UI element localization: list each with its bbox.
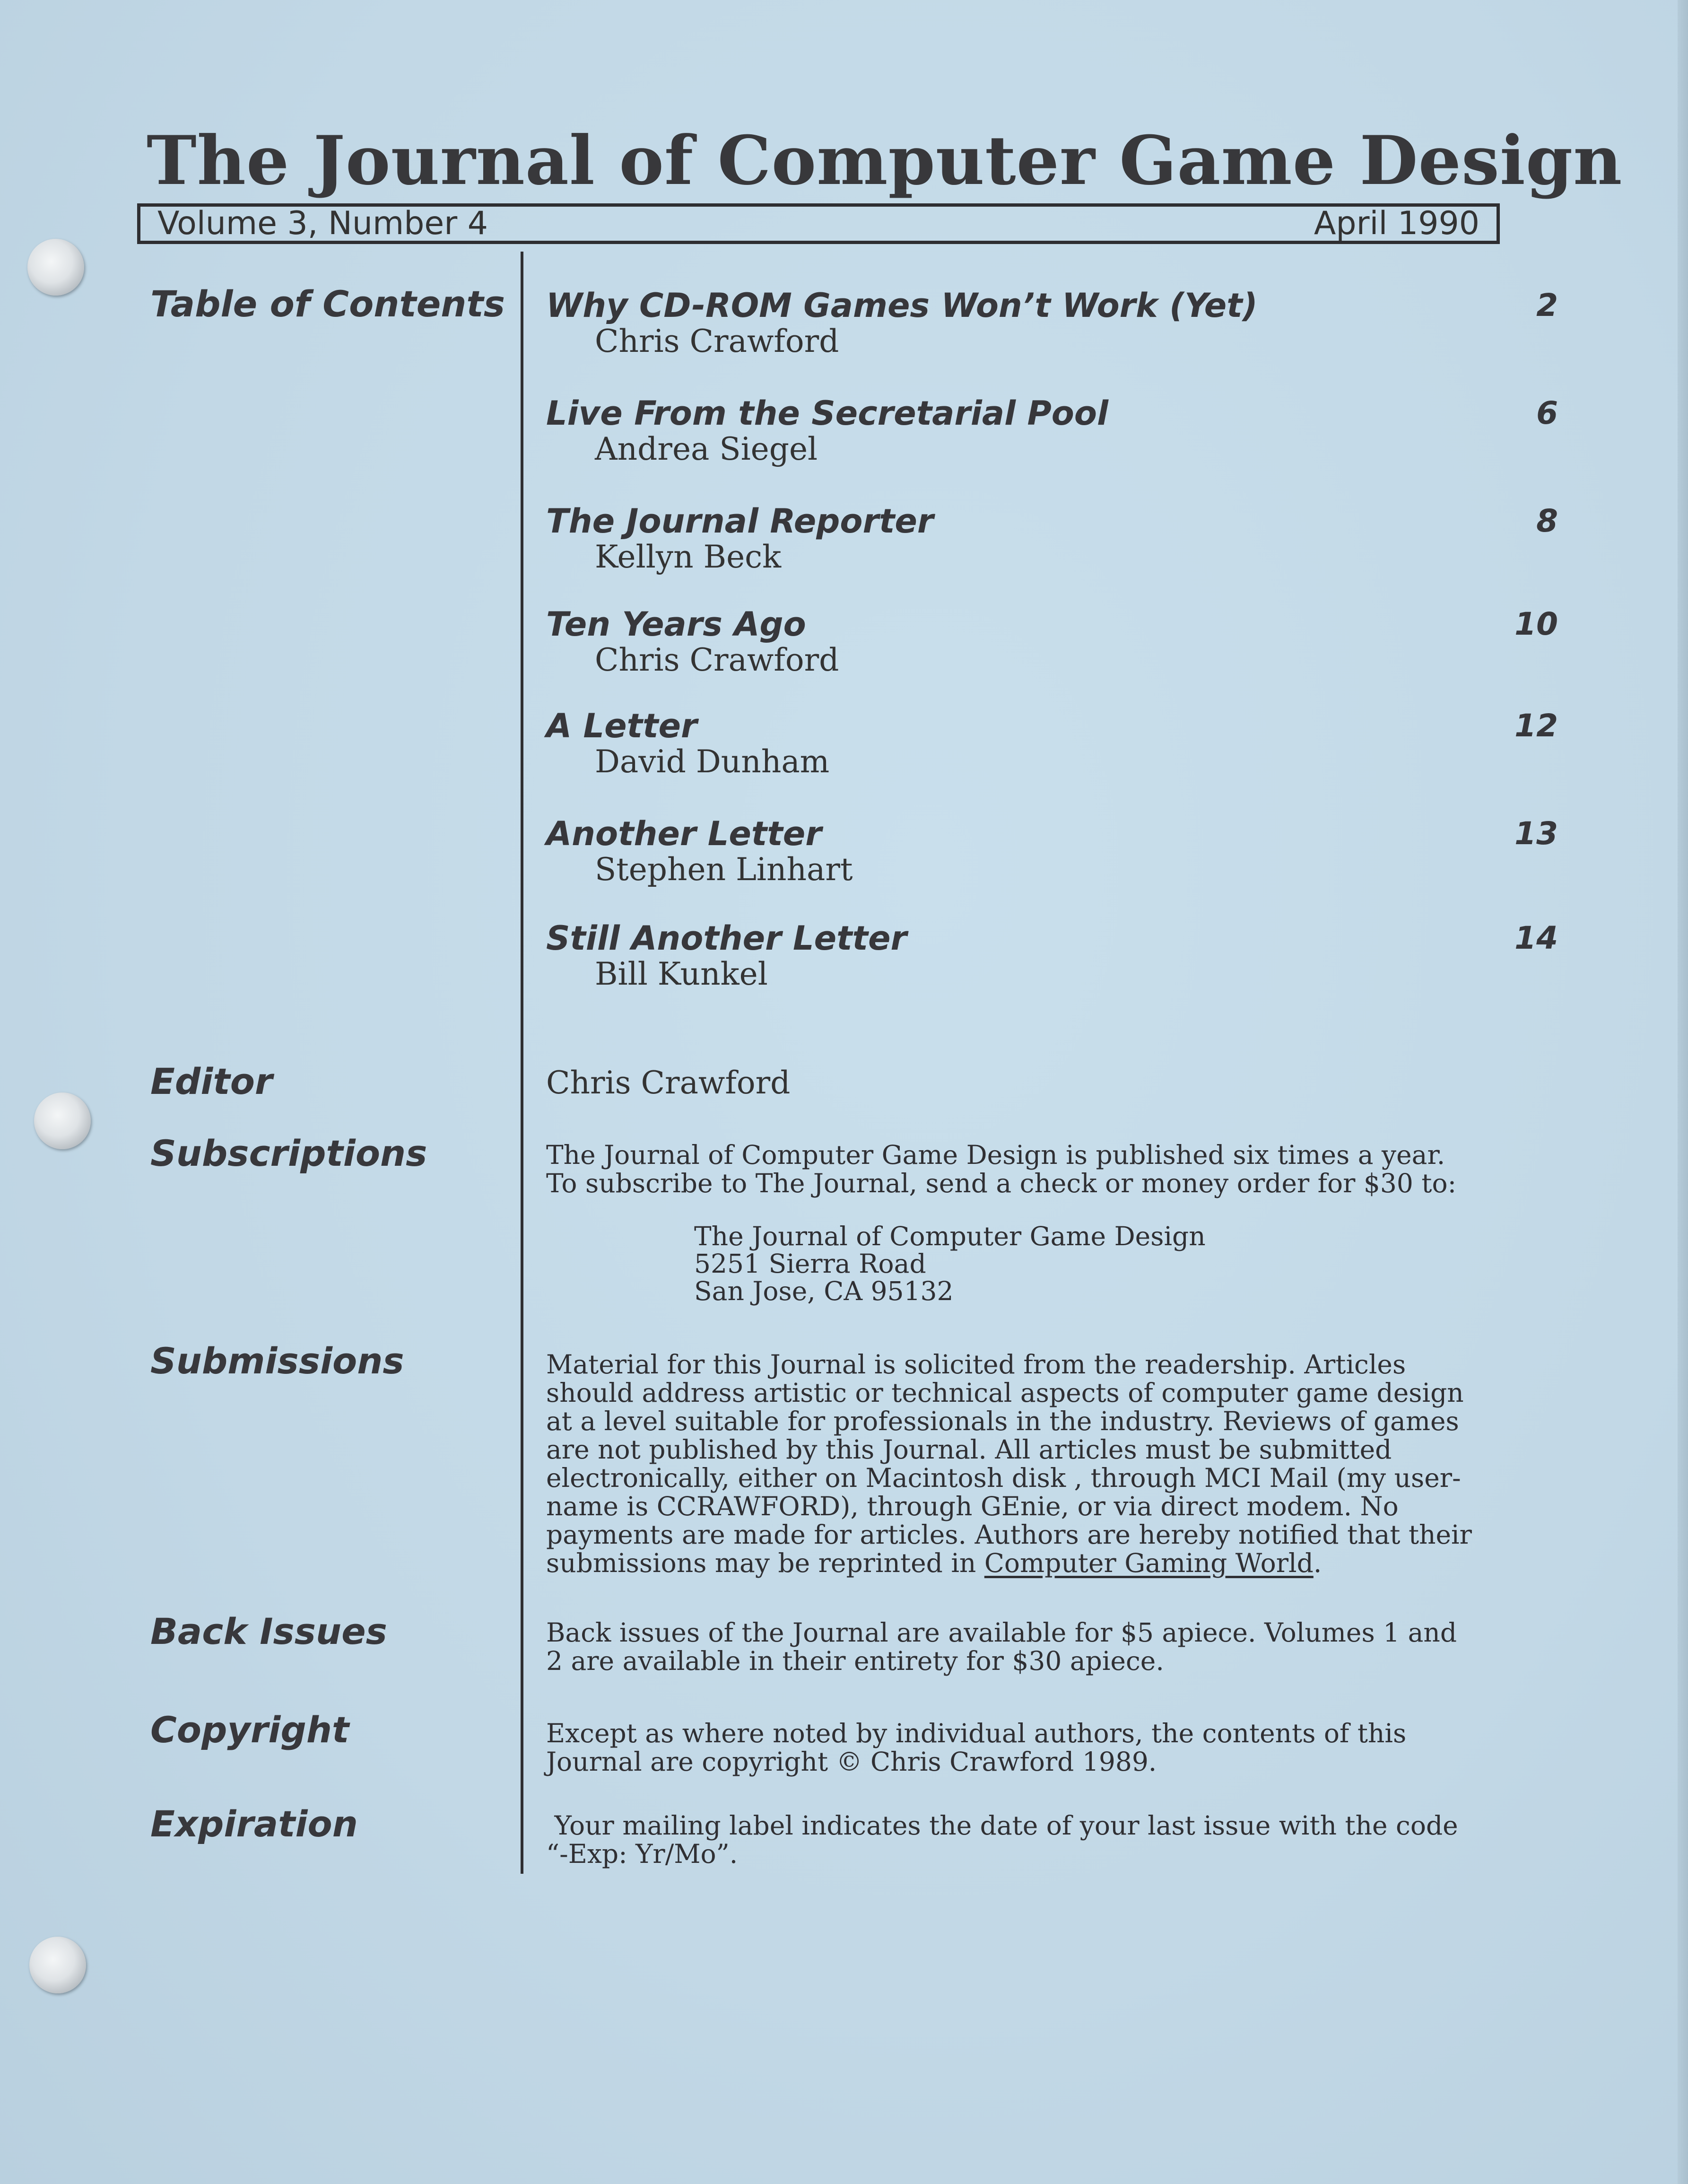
toc-author: Kellyn Beck: [595, 539, 782, 575]
address-line: The Journal of Computer Game Design: [694, 1221, 1206, 1251]
toc-author: Stephen Linhart: [595, 851, 853, 888]
toc-entry[interactable]: [546, 919, 1558, 992]
toc-page: 2: [1536, 287, 1558, 323]
toc-page: 12: [1514, 708, 1558, 744]
toc-author: Chris Crawford: [595, 642, 839, 678]
toc-page: 14: [1514, 920, 1558, 956]
text-line: Material for this Journal is solicited from the readership. Articles: [546, 1349, 1406, 1380]
text-line: name is CCRAWFORD), through GEnie, or via direct modem. No: [546, 1491, 1399, 1521]
toc-title[interactable]: The Journal Reporter: [546, 502, 934, 541]
text-fragment: submissions may be reprinted in: [546, 1548, 984, 1578]
address-line: 5251 Sierra Road: [694, 1249, 926, 1279]
computer-gaming-world-title: Computer Gaming World: [984, 1548, 1314, 1578]
toc-title[interactable]: Ten Years Ago: [546, 605, 806, 644]
toc-author: David Dunham: [595, 743, 830, 780]
punch-hole: [34, 1092, 91, 1149]
issue-bar: [137, 203, 1500, 244]
subscriptions-text: [546, 1141, 1511, 1197]
label-back-issues: Back Issues: [150, 1610, 387, 1652]
text-line: [546, 1549, 1511, 1577]
label-table-of-contents: Table of Contents: [150, 283, 505, 325]
label-editor: Editor: [150, 1060, 273, 1102]
subscription-address: [694, 1223, 1206, 1305]
submissions-text: [546, 1350, 1511, 1577]
issue-date: April 1990: [1314, 205, 1479, 242]
text-line: 2 are available in their entirety for $30 apiece.: [546, 1646, 1164, 1676]
toc-title[interactable]: Another Letter: [546, 814, 822, 853]
punch-hole: [27, 239, 84, 296]
toc-entry[interactable]: [546, 394, 1558, 467]
toc-title[interactable]: Why CD-ROM Games Won’t Work (Yet): [546, 286, 1258, 325]
label-expiration: Expiration: [150, 1803, 358, 1845]
punch-hole: [29, 1937, 86, 1993]
editor-name: Chris Crawford: [546, 1065, 791, 1101]
paper-edge: [1678, 0, 1688, 2184]
toc-author: Andrea Siegel: [595, 431, 818, 467]
toc-entry[interactable]: [546, 605, 1558, 678]
toc-title[interactable]: A Letter: [546, 707, 697, 745]
toc-page: 10: [1514, 606, 1558, 642]
column-divider: [521, 252, 523, 1874]
back-issues-text: [546, 1618, 1511, 1675]
text-line: The Journal of Computer Game Design is published six times a year.: [546, 1140, 1445, 1170]
text-line: at a level suitable for professionals in the industry. Reviews of games: [546, 1406, 1459, 1436]
address-line: San Jose, CA 95132: [694, 1276, 954, 1306]
journal-title: The Journal of Computer Game Design: [147, 122, 1623, 200]
toc-entry[interactable]: [546, 814, 1558, 888]
toc-entry[interactable]: [546, 707, 1558, 780]
expiration-text: [546, 1811, 1511, 1868]
toc-entry[interactable]: [546, 502, 1558, 575]
toc-page: 6: [1536, 395, 1558, 431]
text-line: Back issues of the Journal are available for $5 apiece. Volumes 1 and: [546, 1617, 1457, 1648]
text-fragment: .: [1313, 1548, 1322, 1578]
toc-author: Bill Kunkel: [595, 956, 768, 992]
text-line: payments are made for articles. Authors are hereby notified that their: [546, 1520, 1472, 1550]
text-line: “-Exp: Yr/Mo”.: [546, 1839, 738, 1869]
label-copyright: Copyright: [150, 1709, 349, 1751]
toc-page: 8: [1536, 503, 1558, 539]
text-line: are not published by this Journal. All articles must be submitted: [546, 1434, 1392, 1465]
issue-volume: Volume 3, Number 4: [157, 205, 488, 242]
toc-title[interactable]: Live From the Secretarial Pool: [546, 394, 1108, 433]
toc-entry[interactable]: [546, 286, 1558, 359]
text-line: Journal are copyright © Chris Crawford 1989.: [546, 1747, 1157, 1777]
text-line: should address artistic or technical aspects of computer game design: [546, 1378, 1464, 1408]
text-line: electronically, either on Macintosh disk , through MCI Mail (my user-: [546, 1463, 1461, 1493]
toc-page: 13: [1514, 815, 1558, 852]
text-line: Except as where noted by individual authors, the contents of this: [546, 1718, 1407, 1748]
text-line: Your mailing label indicates the date of your last issue with the code: [546, 1810, 1458, 1841]
label-submissions: Submissions: [150, 1340, 404, 1382]
copyright-text: [546, 1719, 1511, 1776]
toc-author: Chris Crawford: [595, 323, 839, 359]
label-subscriptions: Subscriptions: [150, 1132, 427, 1174]
toc-title[interactable]: Still Another Letter: [546, 919, 907, 958]
text-line: To subscribe to The Journal, send a check or money order for $30 to:: [546, 1168, 1457, 1198]
